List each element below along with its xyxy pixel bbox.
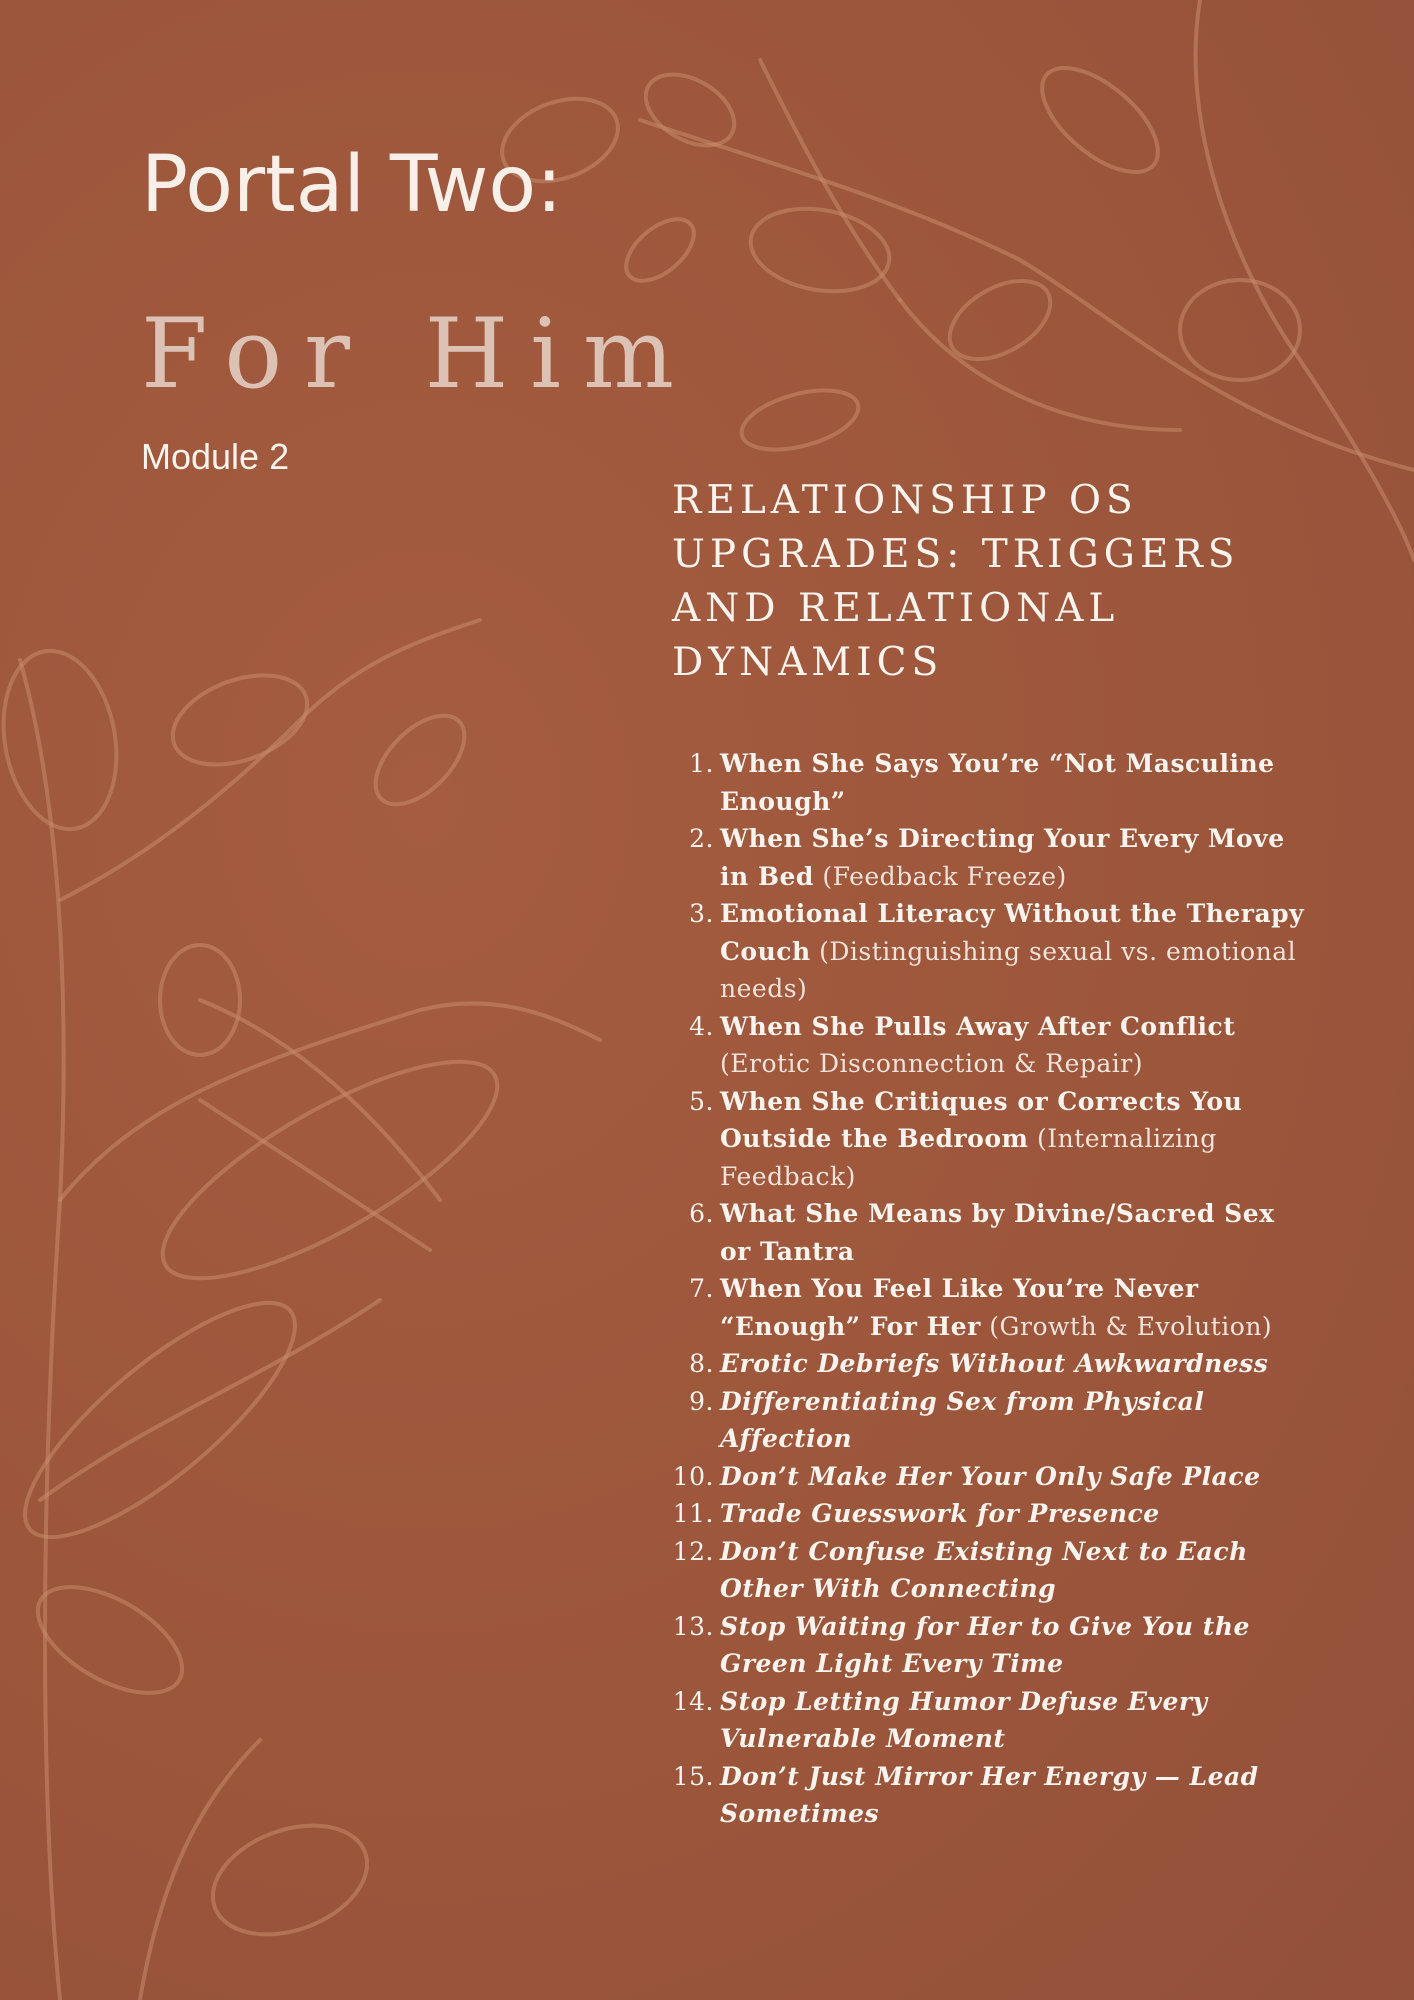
topic-note: (Internalizing Feedback) [720, 1124, 1217, 1191]
topic-item [672, 1270, 1312, 1345]
topic-item [672, 895, 1312, 1008]
topic-item [672, 1495, 1312, 1533]
topic-item [672, 1383, 1312, 1458]
topic-number: 2. [689, 824, 714, 853]
topic-title: Trade Guesswork for Presence [720, 1499, 1160, 1528]
topic-title: When She Critiques or Corrects You Outside the Bedroom [720, 1086, 1243, 1153]
topic-number: 12. [672, 1536, 714, 1566]
topic-note: (Growth & Evolution) [980, 1311, 1273, 1341]
topic-number: 11. [672, 1499, 714, 1528]
topic-number: 3. [689, 899, 714, 928]
topic-title: When She Says You’re “Not Masculine Enough” [720, 749, 1275, 816]
topic-item [672, 1458, 1312, 1496]
topic-title: When She’s Directing Your Every Move in Bed [720, 824, 1285, 891]
topic-note: (Feedback Freeze) [813, 861, 1067, 891]
topic-number: 15. [672, 1761, 714, 1791]
topic-note: (Distinguishing sexual vs. emotional needs) [720, 936, 1297, 1003]
topic-number: 9. [689, 1386, 714, 1416]
topic-title: Stop Waiting for Her to Give You the Green Light Every Time [720, 1611, 1250, 1678]
topic-item [672, 1195, 1312, 1270]
topic-item [672, 745, 1312, 820]
topic-item [672, 1758, 1312, 1833]
topic-note: (Erotic Disconnection & Repair) [720, 1049, 1143, 1078]
topic-title: When She Pulls Away After Conflict [720, 1011, 1236, 1041]
page-subtitle: For Him [141, 298, 697, 410]
topic-number: 5. [689, 1086, 714, 1116]
topic-title: Don’t Just Mirror Her Energy — Lead Sometimes [720, 1761, 1259, 1828]
module-label: Module 2 [141, 436, 290, 477]
portal-title: Portal Two: [141, 140, 563, 230]
topic-number: 6. [689, 1199, 714, 1228]
topic-number: 1. [689, 749, 714, 778]
topic-number: 7. [689, 1274, 714, 1303]
topic-title: Don’t Make Her Your Only Safe Place [720, 1461, 1261, 1491]
topic-title: When You Feel Like You’re Never “Enough” For Her [720, 1274, 1199, 1341]
topic-number: 10. [672, 1461, 714, 1491]
topic-title: Differentiating Sex from Physical Affection [720, 1386, 1205, 1453]
topic-title: Stop Letting Humor Defuse Every Vulnerable Moment [720, 1686, 1208, 1753]
topic-list [672, 745, 1312, 1833]
topic-number: 4. [689, 1011, 714, 1041]
topic-title: Don’t Confuse Existing Next to Each Other With Connecting [720, 1536, 1248, 1603]
topic-item [672, 820, 1312, 895]
topic-item [672, 1608, 1312, 1683]
topic-item [672, 1683, 1312, 1758]
topic-title: Erotic Debriefs Without Awkwardness [720, 1349, 1269, 1378]
topic-number: 8. [689, 1349, 714, 1378]
topic-item [672, 1345, 1312, 1383]
section-heading: RELATIONSHIP OS UPGRADES: TRIGGERS AND RELATIONAL DYNAMICS [672, 478, 1240, 685]
topic-number: 13. [672, 1611, 714, 1641]
topic-title: What She Means by Divine/Sacred Sex or Tantra [720, 1199, 1275, 1266]
topic-number: 14. [672, 1686, 714, 1716]
topic-item [672, 1533, 1312, 1608]
topic-title: Emotional Literacy Without the Therapy Couch [720, 899, 1305, 966]
topic-item [672, 1083, 1312, 1196]
topic-item [672, 1008, 1312, 1083]
